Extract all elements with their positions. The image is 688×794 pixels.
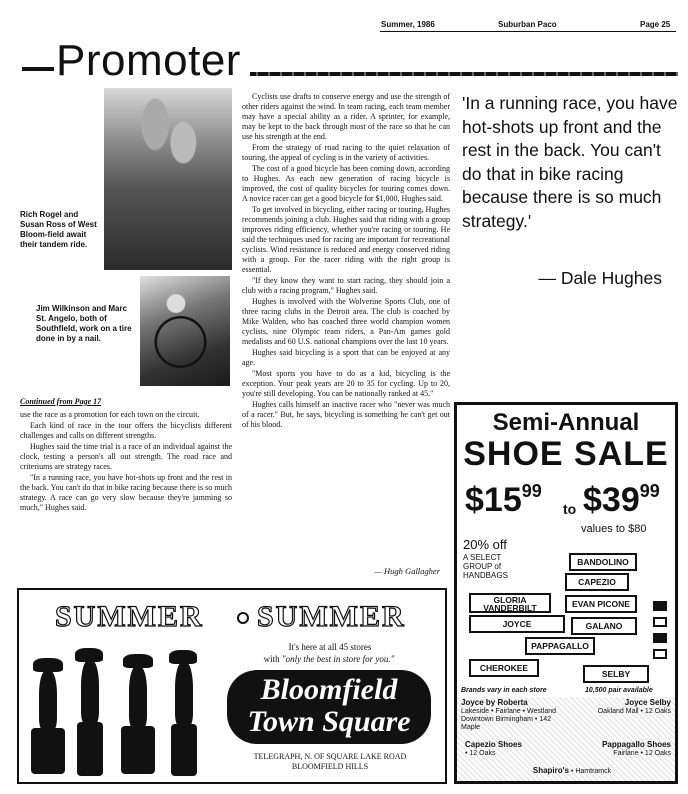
credit-card-icons: [653, 601, 667, 671]
price-low: [465, 481, 542, 520]
price-low-cents: 99: [521, 481, 542, 501]
price-low-dollars: $15: [465, 481, 522, 519]
store-pappagallo-shoes: [579, 741, 671, 758]
middle-paragraph: From the strategy of road racing to the quiet relaxation of touring, the appeal of cycling is in the variety of activities.: [242, 143, 450, 162]
ad-semi-annual: Semi-Annual: [492, 409, 640, 436]
handbag-offer: 20% off: [463, 537, 507, 552]
dancer-skirt: [31, 728, 65, 774]
headline: Promoter: [56, 36, 241, 85]
continued-from-label: Continued from Page 17: [20, 397, 102, 406]
store-locations: Lakeside • Fairlane • Westland Downtown Birmingham • 142 Maple: [461, 708, 557, 731]
middle-paragraph: To get involved in bicycling, either racing or touring, Hughes recommends joining a club. Hughes said that riding with a group improves riding efficiency, whether you're racing or touring. He said the techniques used for racing are important for recreational cyclists. Wind resistance is reduced and energy conserved riding with a group. For the racer riding with the right group is essential.: [242, 205, 450, 274]
byline: — Hugh Gallagher: [374, 566, 440, 576]
store-name: Joyce by Roberta: [461, 698, 528, 707]
tandem-riders-photo: [104, 88, 232, 270]
store-joyce-selby: [597, 699, 671, 716]
store-shapiros: [507, 767, 637, 776]
left-column: [20, 410, 232, 514]
brand-gloria-vanderbilt: GLORIA VANDERBILT: [469, 593, 551, 613]
credit-card-icon: [653, 617, 667, 627]
pull-quote-author: — Dale Hughes: [538, 268, 662, 288]
brand-galano: GALANO: [571, 617, 637, 635]
left-paragraph: Each kind of race in the tour offers the bicyclists different challenges and calls on different strengths.: [20, 421, 232, 440]
dancers-illustration: [23, 644, 221, 782]
bloomfield-town-square-ad: [17, 588, 447, 784]
ad-tagline2-quote: "only the best in store for you.": [281, 654, 395, 664]
brand-bandolino: BANDOLINO: [569, 553, 637, 571]
logo-line2: Town Square: [247, 705, 411, 738]
store-name: Pappagallo Shoes: [602, 740, 671, 749]
brand-evan-picone: EVAN PICONE: [565, 595, 637, 613]
sun-icon: [237, 612, 249, 624]
brand-pappagallo: PAPPAGALLO: [525, 637, 595, 655]
dancer-skirt: [121, 726, 155, 774]
bloomfield-town-square-logo: [227, 670, 431, 744]
brand-joyce: JOYCE: [469, 615, 565, 633]
store-name: Shapiro's: [532, 766, 569, 775]
store-locations: • 12 Oaks: [465, 750, 496, 757]
pairs-note: 10,500 pair available: [585, 687, 653, 694]
middle-column: [242, 92, 450, 431]
store-capezio-shoes: [465, 741, 555, 758]
left-paragraph: "In a running race, you have hot-shots up front and the rest in the back. You can't do that in bike racing because there is so much strategy. A race can go very slow because they're jamming so much," Hughes said.: [20, 473, 232, 512]
publication-name: Suburban Paco: [498, 20, 557, 29]
middle-paragraph: Cyclists use drafts to conserve energy and use the strength of other riders against the wind. In team racing, each team member may have a special ability as a rider. A sprinter, for example, may be kept to the back through most of the race so that he can use his strength at the end.: [242, 92, 450, 141]
middle-paragraph: Hughes said bicycling is a sport that can be enjoyed at any age.: [242, 348, 450, 367]
tire-repair-photo: [140, 276, 230, 386]
dancer-figure: [81, 660, 99, 724]
ad-address2: BLOOMFIELD HILLS: [291, 762, 369, 771]
photo2-caption: Jim Wilkinson and Marc St. Angelo, both of Southfield, work on a tire done in by a nail.: [36, 304, 132, 343]
photo1-caption: Rich Rogel and Susan Ross of West Bloom-field await their tandem ride.: [20, 210, 97, 249]
store-name: Joyce Selby: [624, 698, 671, 707]
page-number: Page 25: [640, 20, 671, 29]
price-high-cents: 99: [639, 481, 660, 501]
summer-title-right: SUMMER: [257, 600, 406, 633]
headline-dash: [22, 67, 54, 71]
shoe-sale-ad: [454, 402, 678, 784]
ad-shoe-sale: SHOE SALE: [463, 435, 669, 473]
credit-card-icon: [653, 649, 667, 659]
dancer-legs: [77, 722, 103, 776]
brand-selby: SELBY: [583, 665, 649, 683]
price-high-dollars: $39: [583, 481, 640, 519]
middle-paragraph: The cost of a good bicycle has been coming down, according to Hughes. As each new generation of racing bicycle is improved, the cost of quality bicycles for touring comes down. A novice racer can get a good bicycle for $1,000, Hughes said.: [242, 164, 450, 203]
headline-rule: [250, 72, 678, 76]
ad-address1: TELEGRAPH, N. OF SQUARE LAKE ROAD: [253, 752, 407, 761]
middle-paragraph: Hughes is involved with the Wolverine Sports Club, one of three racing clubs in the Detroit area. The club is coached by Mike Walden, who has coached three world champion women cyclists, nine Olympic team riders, a Pan-Am games gold medalists and 60 U.S. national champions over the last 10 years.: [242, 297, 450, 346]
dancer-legs: [171, 724, 197, 776]
store-locations: Fairlane • 12 Oaks: [613, 750, 671, 757]
ad-tagline2: [219, 654, 439, 664]
brand-capezio: CAPEZIO: [565, 573, 629, 591]
dancer-figure: [39, 670, 57, 730]
values-to: values to $80: [581, 523, 647, 535]
credit-card-icon: [653, 601, 667, 611]
dancer-figure: [175, 662, 193, 726]
middle-paragraph: "Most sports you have to do as a kid, bicycling is the exception. Your peak years are 20 to 35 for cycling. Up to 20, you're still developing. You can be nationally ranked at 45.": [242, 369, 450, 398]
pull-quote: 'In a running race, you have hot-shots up front and the rest in the back. You can't do that in bike racing because there is so much strategy.': [462, 93, 678, 231]
middle-paragraph: "If they know they want to start racing, they should join a club with a racing program," Hughes said.: [242, 276, 450, 295]
handbag-offer-detail: A SELECT GROUP of HANDBAGS: [463, 553, 508, 580]
logo-line1: Bloomfield: [260, 673, 398, 706]
header-rule: [380, 31, 676, 32]
store-name: Capezio Shoes: [465, 740, 522, 749]
ad-tagline1: It's here at all 45 stores: [288, 642, 372, 652]
store-joyce-by-roberta: [461, 699, 569, 732]
left-paragraph: Hughes said the time trial is a race of an individual against the clock, testing a person's all out strength. The road race and criteriums are strategy races.: [20, 442, 232, 471]
left-paragraph: use the race as a promotion for each town on the circuit.: [20, 410, 200, 419]
store-locations: • Hamtramck: [570, 768, 612, 775]
ad-tagline2-prefix: with: [263, 654, 280, 664]
store-locations: Oakland Mall • 12 Oaks: [597, 708, 671, 715]
issue-date: Summer, 1986: [381, 20, 435, 29]
credit-card-icon: [653, 633, 667, 643]
brand-cherokee: CHEROKEE: [469, 659, 539, 677]
dancer-figure: [129, 666, 147, 728]
brands-note: Brands vary in each store: [461, 687, 547, 694]
summer-title-left: SUMMER: [55, 600, 204, 633]
price-to: to: [563, 501, 577, 517]
middle-paragraph: Hughes calls himself an inactive racer who "never was much of a racer." But, he says, bicycling is something he can't get out of his blood.: [242, 400, 450, 429]
price-high: [583, 481, 660, 520]
